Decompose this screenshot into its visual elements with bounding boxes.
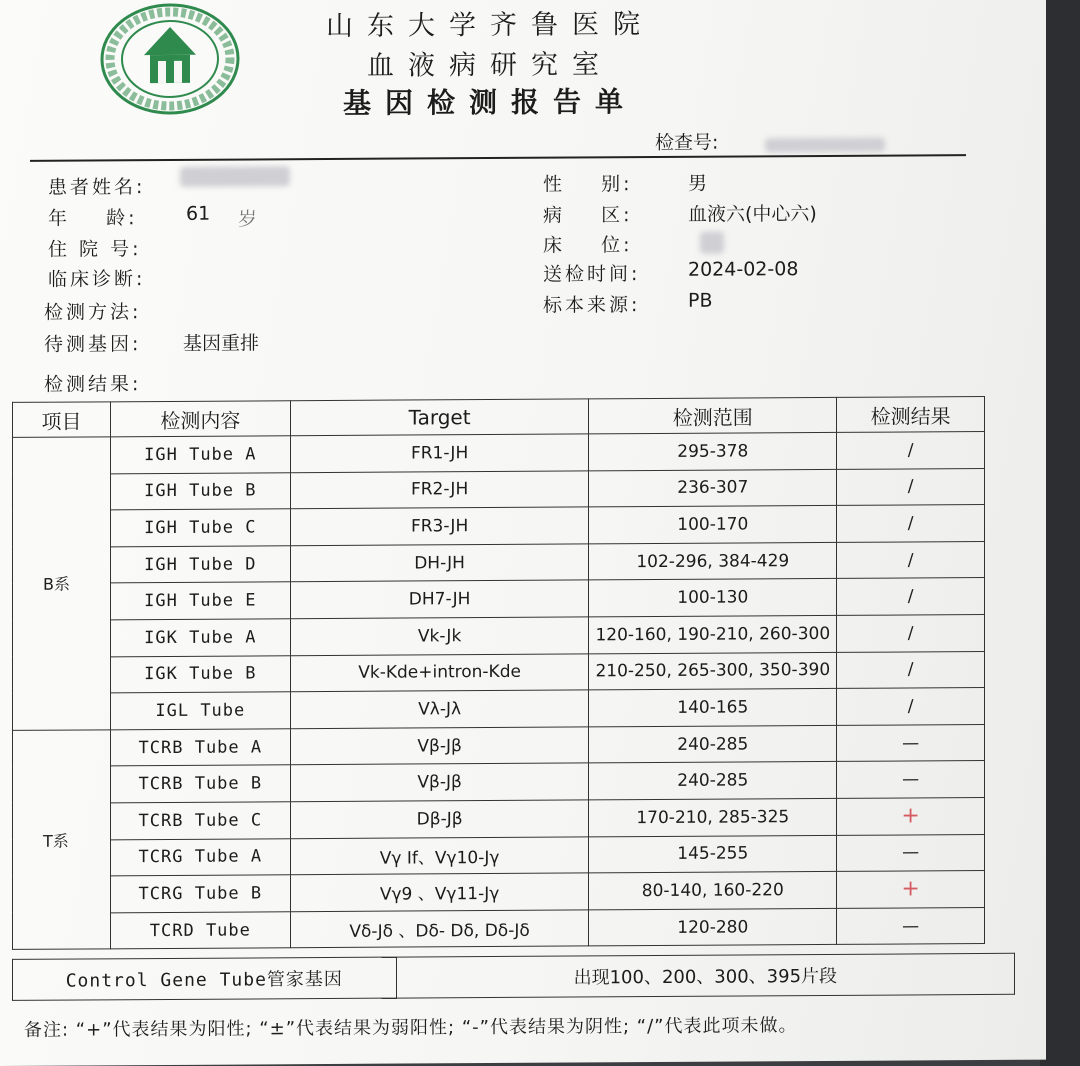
table-row [13,871,985,914]
content-cell: IGH Tube A [110,436,290,474]
range-cell: 240-285 [589,725,837,763]
header-result: 检测结果 [837,396,985,432]
content-cell: IGH Tube B [110,472,290,510]
department-name: 血液病研究室 [367,49,613,82]
range-cell: 170-210, 285-325 [589,798,837,836]
target-cell: Vλ-Jλ [290,690,589,728]
range-cell: 102-296, 384-429 [589,542,837,580]
content-cell: IGK Tube B [110,655,290,693]
diagnosis-label: 临床诊断: [48,268,146,291]
control-label: Control Gene Tube管家基因 [13,957,397,1000]
header-divider [30,154,966,162]
content-cell: IGH Tube D [110,546,290,584]
age-label: 年 龄: [48,207,138,230]
table-row [13,651,985,694]
age-unit: 岁 [238,208,258,231]
result-cell: + [837,871,985,908]
method-label: 检测方法: [44,301,142,324]
result-cell: — [837,834,985,871]
target-cell: DH-JH [290,544,589,582]
table-row [13,541,985,584]
ward-label: 病 区: [543,204,633,227]
result-cell: / [837,578,985,615]
footnote: 备注: “+”代表结果为阳性; “±”代表结果为弱阳性; “-”代表结果为阴性; “/”代表此项未做。 [24,1015,798,1041]
target-cell: FR2-JH [290,470,589,508]
result-cell: / [837,541,985,578]
header-target: Target [290,399,589,436]
range-cell: 295-378 [589,432,837,470]
range-cell: 240-285 [589,762,837,800]
inpatient-no-label: 住 院 号: [48,238,142,261]
content-cell: TCRB Tube A [110,728,290,766]
target-cell: DH7-JH [290,580,589,618]
table-row [13,614,985,657]
group-cell: T系 [13,730,111,950]
range-cell: 120-280 [589,908,837,946]
range-cell: 100-130 [589,579,837,617]
range-cell: 100-170 [589,506,837,544]
range-cell: 120-160, 190-210, 260-300 [589,615,837,653]
redacted-name [180,166,290,187]
exam-no-label: 检查号: [655,131,719,154]
gender-value: 男 [688,172,708,195]
table-row [13,834,985,877]
range-cell: 236-307 [589,469,837,507]
date-value: 2024-02-08 [688,258,799,281]
target-cell: Vδ-Jδ 、Dδ- Dδ, Dδ-Jδ [290,910,589,948]
results-table [12,396,985,950]
target-cell: Vγ9 、Vγ11-Jγ [290,873,589,911]
target-cell: Vk-Kde+intron-Kde [290,653,589,691]
table-row [13,578,985,621]
result-cell: / [837,688,985,725]
redacted-exam-no [765,138,885,153]
content-cell: IGK Tube A [110,619,290,657]
content-cell: IGL Tube [110,692,290,730]
table-row [13,761,985,804]
gender-label: 性 别: [543,173,633,196]
target-cell: Vk-Jk [290,617,589,655]
hospital-name: 山东大学齐鲁医院 [326,9,654,43]
result-cell: — [837,907,985,944]
group-cell: B系 [13,437,111,730]
target-cell: FR1-JH [290,434,589,472]
control-row [13,953,1015,1000]
range-cell: 140-165 [589,689,837,727]
bed-label: 床 位: [543,234,633,257]
result-cell: / [837,431,985,468]
header-item: 项目 [13,402,111,438]
date-label: 送检时间: [543,263,641,286]
background-desk [1040,0,1080,1066]
header-content: 检测内容 [110,401,290,437]
result-cell: / [837,651,985,688]
ward-value: 血液六(中心六) [688,203,817,226]
age-value: 61 [186,202,211,225]
target-cell: Dβ-Jβ [290,800,589,838]
content-cell: IGH Tube C [110,509,290,547]
result-cell: / [837,505,985,542]
table-row [13,505,985,548]
result-cell: — [837,761,985,798]
name-label: 患者姓名: [48,176,146,199]
specimen-label: 标本来源: [543,294,641,317]
target-cell: Vβ-Jβ [290,763,589,801]
table-row [13,431,985,474]
result-cell: / [837,468,985,505]
header-range: 检测范围 [589,397,837,434]
content-cell: TCRB Tube C [110,802,290,840]
range-cell: 145-255 [589,835,837,873]
control-value: 出现100、200、300、395片段 [396,953,1014,998]
table-row [13,724,985,767]
result-cell: + [837,797,985,834]
results-table-body [13,431,985,949]
table-row [13,797,985,840]
table-header-row [13,396,985,437]
range-cell: 210-250, 265-300, 350-390 [589,652,837,690]
table-row [13,688,985,731]
result-cell: / [837,614,985,651]
content-cell: TCRD Tube [110,911,290,949]
target-cell: FR3-JH [290,507,589,545]
specimen-value: PB [688,289,713,312]
target-cell: Vβ-Jβ [290,727,589,765]
results-label: 检测结果: [44,373,142,396]
table-row [13,907,985,950]
content-cell: TCRB Tube B [110,765,290,803]
result-cell: — [837,724,985,761]
content-cell: IGH Tube E [110,582,290,620]
target-cell: Vγ If、Vγ10-Jγ [290,836,589,874]
content-cell: TCRG Tube B [110,875,290,913]
report-title: 基因检测报告单 [342,85,637,120]
genes-value: 基因重排 [183,332,260,355]
content-cell: TCRG Tube A [110,838,290,876]
redacted-bed [700,232,724,254]
range-cell: 80-140, 160-220 [589,872,837,910]
genes-label: 待测基因: [44,333,142,356]
table-row [13,468,985,511]
control-table [12,953,1015,1001]
